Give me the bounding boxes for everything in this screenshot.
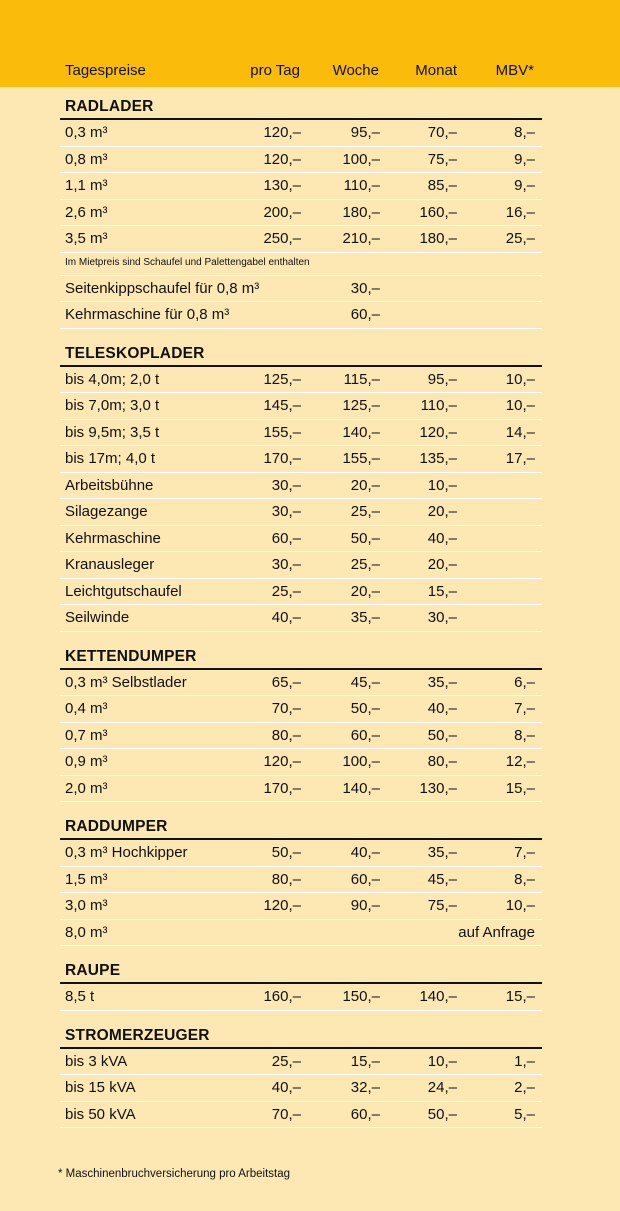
header-col-day: pro Tag	[250, 62, 300, 79]
table-row	[60, 867, 542, 894]
price-month: 140,–	[419, 988, 457, 1005]
section-kettendumper	[60, 646, 542, 803]
price-week: 60,–	[350, 306, 380, 323]
row-label: bis 7,0m; 3,0 t	[65, 397, 160, 414]
table-row	[60, 200, 542, 227]
price-week: 20,–	[350, 582, 380, 600]
row-label: 3,5 m³	[65, 230, 108, 247]
price-mbv: 12,–	[505, 753, 535, 770]
price-day: 30,–	[271, 556, 301, 573]
price-month: 80,–	[427, 753, 457, 770]
table-row	[60, 552, 542, 579]
row-label: 0,8 m³	[65, 150, 108, 168]
price-mbv: 17,–	[505, 450, 535, 467]
price-week: 155,–	[342, 450, 380, 467]
price-month: 15,–	[427, 582, 457, 600]
row-label: Silagezange	[65, 503, 148, 520]
table-row	[60, 367, 542, 394]
price-month: 35,–	[427, 844, 457, 861]
price-month: 50,–	[427, 726, 457, 744]
price-month: 45,–	[427, 870, 457, 888]
price-month: 85,–	[427, 177, 457, 194]
price-week: 140,–	[342, 423, 380, 441]
table-row	[60, 920, 542, 947]
row-label: 2,6 m³	[65, 203, 108, 221]
table-row	[60, 696, 542, 723]
price-day: 50,–	[271, 844, 301, 861]
price-mbv: 8,–	[514, 726, 535, 744]
row-label: Leichtgutschaufel	[65, 582, 182, 600]
row-label: 0,9 m³	[65, 753, 108, 770]
section-title: RADLADER	[60, 96, 542, 120]
price-mbv: 9,–	[514, 150, 535, 168]
table-note	[60, 253, 542, 276]
price-day: 250,–	[263, 230, 301, 247]
price-week: 150,–	[342, 988, 380, 1005]
price-month: 24,–	[427, 1079, 457, 1096]
section-raddumper	[60, 816, 542, 946]
price-day: 120,–	[263, 897, 301, 914]
footnote: * Maschinenbruchversicherung pro Arbeitstag	[58, 1168, 291, 1180]
table-row	[60, 473, 542, 500]
table-row	[60, 840, 542, 867]
price-mbv: 25,–	[505, 230, 535, 247]
row-label: 3,0 m³	[65, 897, 108, 914]
price-week: 32,–	[350, 1079, 380, 1096]
price-mbv: 7,–	[514, 844, 535, 861]
price-week: 25,–	[350, 503, 380, 520]
table-row	[60, 670, 542, 697]
price-day: 120,–	[263, 753, 301, 770]
price-day: 80,–	[271, 726, 301, 744]
table-row	[60, 120, 542, 147]
row-label: 1,1 m³	[65, 177, 108, 194]
price-week: 210,–	[342, 230, 380, 247]
price-month: 130,–	[419, 779, 457, 797]
price-month: 75,–	[427, 897, 457, 914]
price-mbv: 10,–	[505, 397, 535, 414]
row-label: 0,3 m³	[65, 124, 108, 141]
price-week: 35,–	[350, 609, 380, 626]
price-week: 15,–	[350, 1052, 380, 1070]
section-title: RADDUMPER	[60, 816, 542, 840]
price-month: 160,–	[419, 203, 457, 221]
price-mbv: 8,–	[514, 870, 535, 888]
price-month: 10,–	[427, 1052, 457, 1070]
price-mbv: 8,–	[514, 124, 535, 141]
price-mbv: 10,–	[505, 897, 535, 914]
price-day: 170,–	[263, 450, 301, 467]
header-col-mbv: MBV*	[495, 62, 534, 79]
price-day: 130,–	[263, 177, 301, 194]
price-day: 125,–	[263, 370, 301, 388]
header-label: Tagespreise	[65, 62, 146, 79]
price-day: 160,–	[263, 988, 301, 1005]
price-day: 200,–	[263, 203, 301, 221]
price-table	[60, 96, 542, 1128]
section-title: TELESKOPLADER	[60, 343, 542, 367]
price-week: 90,–	[350, 897, 380, 914]
price-month: 35,–	[427, 673, 457, 691]
price-month: 10,–	[427, 476, 457, 494]
price-mbv: auf Anfrage	[458, 923, 535, 941]
price-week: 100,–	[342, 753, 380, 770]
table-row	[60, 302, 542, 329]
price-mbv: 2,–	[514, 1079, 535, 1096]
price-day: 40,–	[271, 1079, 301, 1096]
price-month: 50,–	[427, 1105, 457, 1123]
price-week: 50,–	[350, 529, 380, 547]
header-bar	[0, 0, 620, 87]
price-week: 50,–	[350, 700, 380, 717]
price-day: 80,–	[271, 870, 301, 888]
row-label: 0,3 m³ Selbstlader	[65, 673, 187, 691]
price-day: 145,–	[263, 397, 301, 414]
price-day: 170,–	[263, 779, 301, 797]
price-day: 30,–	[271, 503, 301, 520]
table-row	[60, 499, 542, 526]
row-label: Seilwinde	[65, 609, 130, 626]
price-mbv: 6,–	[514, 673, 535, 691]
price-day: 25,–	[271, 1052, 301, 1070]
table-row	[60, 605, 542, 632]
section-title: RAUPE	[60, 960, 542, 984]
price-week: 125,–	[342, 397, 380, 414]
row-label: Kehrmaschine für 0,8 m³	[65, 306, 230, 323]
price-month: 20,–	[427, 503, 457, 520]
row-label: bis 50 kVA	[65, 1105, 136, 1123]
table-row	[60, 579, 542, 606]
price-month: 70,–	[427, 124, 457, 141]
price-day: 40,–	[271, 609, 301, 626]
price-mbv: 15,–	[505, 988, 535, 1005]
price-week: 100,–	[342, 150, 380, 168]
section-radlader	[60, 96, 542, 329]
row-label: 0,4 m³	[65, 700, 108, 717]
price-month: 120,–	[419, 423, 457, 441]
table-row	[60, 1075, 542, 1102]
row-label: Kranausleger	[65, 556, 155, 573]
row-label: bis 4,0m; 2,0 t	[65, 370, 160, 388]
table-row	[60, 723, 542, 750]
row-label: Arbeitsbühne	[65, 476, 154, 494]
row-label: bis 17m; 4,0 t	[65, 450, 156, 467]
header-col-month: Monat	[415, 62, 457, 79]
price-week: 60,–	[350, 1105, 380, 1123]
price-mbv: 15,–	[505, 779, 535, 797]
price-day: 65,–	[271, 673, 301, 691]
row-label: 0,7 m³	[65, 726, 108, 744]
price-mbv: 1,–	[514, 1052, 535, 1070]
table-row	[60, 893, 542, 920]
price-mbv: 10,–	[505, 370, 535, 388]
row-label: 0,3 m³ Hochkipper	[65, 844, 188, 861]
table-row	[60, 393, 542, 420]
table-row	[60, 749, 542, 776]
price-week: 45,–	[350, 673, 380, 691]
table-row	[60, 226, 542, 253]
price-week: 40,–	[350, 844, 380, 861]
table-row	[60, 776, 542, 803]
price-month: 30,–	[427, 609, 457, 626]
price-day: 70,–	[271, 1105, 301, 1123]
table-row	[60, 1102, 542, 1129]
table-row	[60, 1049, 542, 1076]
column-header-row	[65, 62, 540, 84]
row-label: 1,5 m³	[65, 870, 108, 888]
price-week: 110,–	[343, 177, 380, 194]
section-raupe	[60, 960, 542, 1011]
price-day: 30,–	[271, 476, 301, 494]
row-label: Kehrmaschine	[65, 529, 161, 547]
price-day: 25,–	[271, 582, 301, 600]
row-label: 8,0 m³	[65, 923, 108, 941]
row-label: 8,5 t	[65, 988, 95, 1005]
table-row	[60, 526, 542, 553]
table-row	[60, 420, 542, 447]
price-day: 155,–	[263, 423, 301, 441]
price-week: 30,–	[350, 279, 380, 297]
row-label: Seitenkippschaufel für 0,8 m³	[65, 279, 260, 297]
price-mbv: 9,–	[514, 177, 535, 194]
section-teleskoplader	[60, 343, 542, 632]
price-mbv: 14,–	[505, 423, 535, 441]
price-week: 60,–	[350, 726, 380, 744]
price-week: 95,–	[350, 124, 380, 141]
table-row	[60, 446, 542, 473]
table-row	[60, 147, 542, 174]
price-month: 95,–	[427, 370, 457, 388]
price-month: 135,–	[419, 450, 457, 467]
table-row	[60, 173, 542, 200]
price-day: 70,–	[271, 700, 301, 717]
price-week: 140,–	[342, 779, 380, 797]
table-row	[60, 984, 542, 1011]
price-mbv: 5,–	[514, 1105, 535, 1123]
note-text: Im Mietpreis sind Schaufel und Palettengabel enthalten	[65, 256, 310, 268]
price-month: 40,–	[427, 700, 457, 717]
price-week: 20,–	[350, 476, 380, 494]
price-week: 115,–	[343, 370, 380, 388]
price-week: 25,–	[350, 556, 380, 573]
row-label: bis 15 kVA	[65, 1079, 136, 1096]
price-mbv: 7,–	[514, 700, 535, 717]
row-label: bis 3 kVA	[65, 1052, 128, 1070]
section-title: KETTENDUMPER	[60, 646, 542, 670]
section-stromerzeuger	[60, 1025, 542, 1129]
price-month: 40,–	[427, 529, 457, 547]
price-month: 20,–	[427, 556, 457, 573]
price-month: 110,–	[420, 397, 457, 414]
section-title: STROMERZEUGER	[60, 1025, 542, 1049]
row-label: 2,0 m³	[65, 779, 108, 797]
price-mbv: 16,–	[505, 203, 535, 221]
price-week: 180,–	[342, 203, 380, 221]
price-day: 60,–	[271, 529, 301, 547]
header-col-week: Woche	[332, 62, 379, 79]
row-label: bis 9,5m; 3,5 t	[65, 423, 160, 441]
price-month: 75,–	[427, 150, 457, 168]
table-row	[60, 276, 542, 303]
price-day: 120,–	[263, 124, 301, 141]
price-month: 180,–	[419, 230, 457, 247]
price-week: 60,–	[350, 870, 380, 888]
price-day: 120,–	[263, 150, 301, 168]
